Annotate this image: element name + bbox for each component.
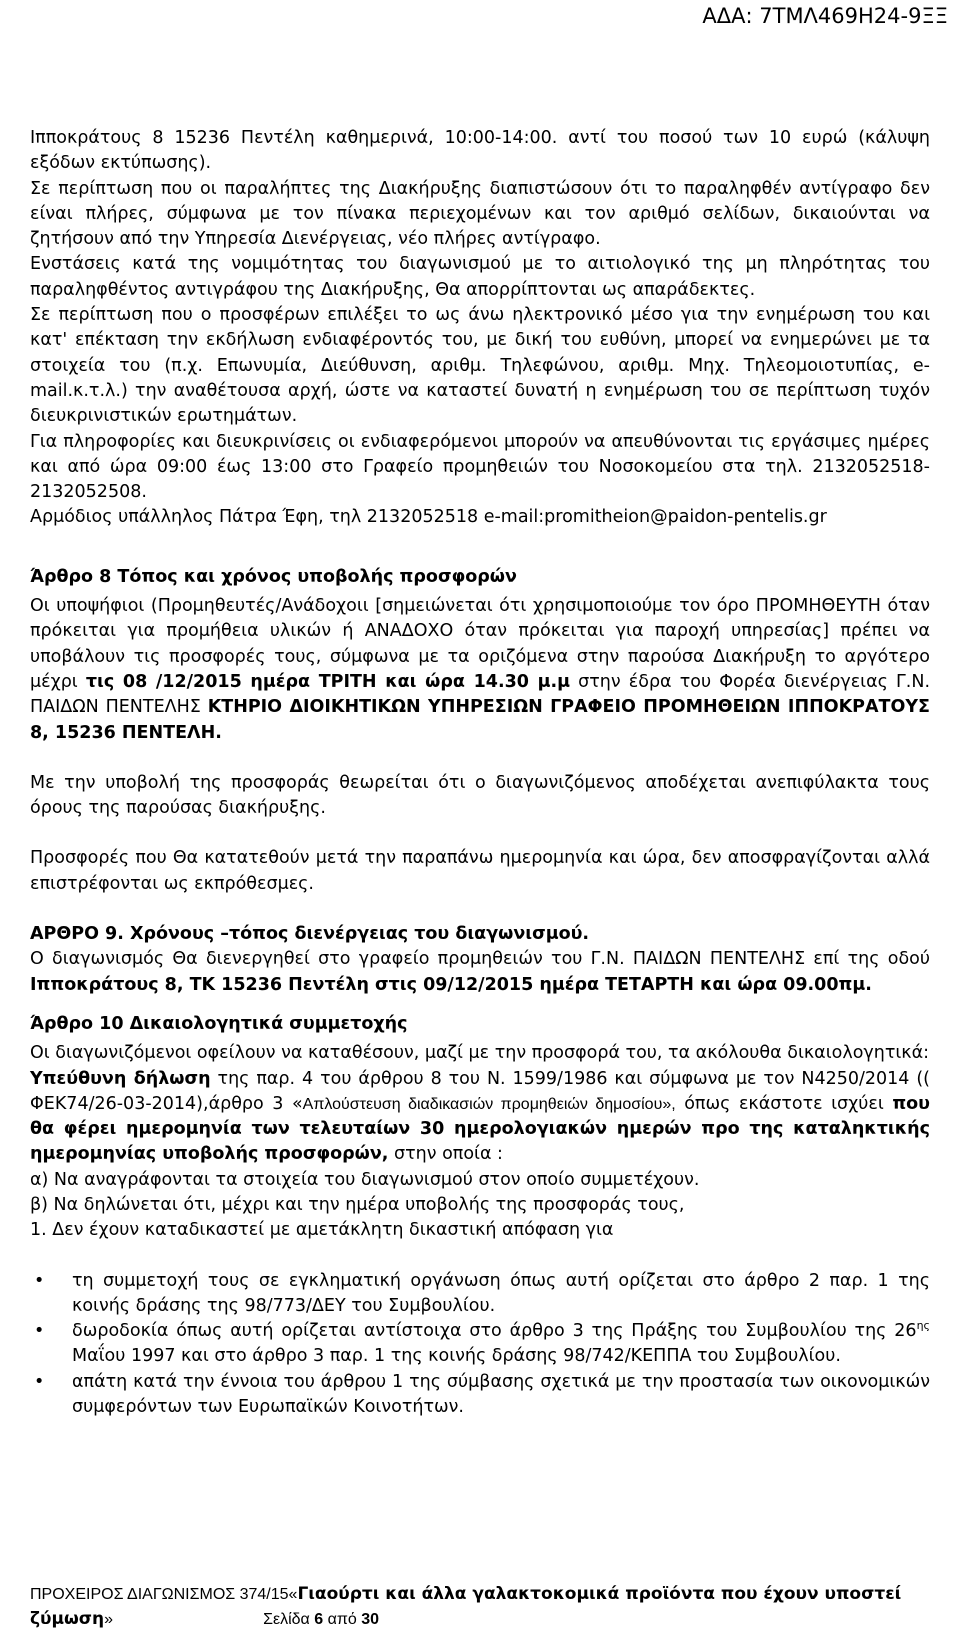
paragraph: Για πληροφορίες και διευκρινίσεις οι ενδιαφερόμενοι μπορούν να απευθύνονται τις εργάσιμες ημέρες και από ώρα 09:00 έως 13:00 στο Γραφείο προμηθειών του Νοσοκομείου στα τηλ. 2132052518-2132052508. <box>30 431 930 503</box>
paragraph: Ιπποκράτους 8 15236 Πεντέλη καθημερινά, 10:00-14:00. αντί του ποσού των 10 ευρώ (κάλυψη εξόδων εκτύπωσης). <box>30 128 930 174</box>
bullet-list <box>30 1269 930 1421</box>
paragraph: Με την υποβολή της προσφοράς θεωρείται ότι ο διαγωνιζόμενος αποδέχεται ανεπιφύλακτα τους όρους της παρούσας διακήρυξης. <box>30 772 930 819</box>
article-10-declaration: Υπεύθυνη δήλωση της παρ. 4 του άρθρου 8 του Ν. 1599/1986 και σύμφωνα με τον Ν4250/2014 (( ΦΕΚ74/26-03-2014),άρθρο 3 «Απλούστευση διαδικασιών προμηθειών δημοσίου», όπως εκάστοτε ισχύει που θα φέρει ημερομηνία των τελευταίων 30 ημερολογιακών ημερών προ της καταληκτικής ημερομηνίας υποβολής προσφορών, στην οποία : <box>30 1068 930 1165</box>
article-9-title: ΑΡΘΡΟ 9. Χρόνους –τόπος διενέργειας του διαγωνισμού. <box>30 924 590 945</box>
article-9-paragraph: Ο διαγωνισμός Θα διενεργηθεί στο γραφείο προμηθειών του Γ.Ν. ΠΑΙΔΩΝ ΠΕΝΤΕΛΗΣ επί της οδού Ιπποκράτους 8, ΤΚ 15236 Πεντέλη στις 09/12/2015 ημέρα ΤΕΤΑΡΤΗ και ώρα 09.00πμ. <box>30 949 930 995</box>
document-body <box>30 126 930 1420</box>
paragraph: Σε περίπτωση που οι παραλήπτες της Διακήρυξης διαπιστώσουν ότι το παραληφθέν αντίγραφο δεν είναι πλήρες, σύμφωνα με τον πίνακα περιεχομένων και τον αριθμό σελίδων, δικαιούνται να ζητήσουν από την Υπηρεσία Διενέργειας, νέο πλήρες αντίγραφο. <box>30 178 930 250</box>
page-footer: ΠΡΟΧΕΙΡΟΣ ΔΙΑΓΩΝΙΣΜΟΣ 374/15«Γιαούρτι και άλλα γαλακτοκομικά προϊόντα που έχουν υποστεί ζύμωση» Σελίδα 6 από 30 <box>30 1584 902 1629</box>
list-item: 1. Δεν έχουν καταδικαστεί με αμετάκλητη δικαστική απόφαση για <box>30 1220 614 1241</box>
page-number: Σελίδα 6 από 30 <box>263 1611 380 1628</box>
list-item: α) Να αναγράφονται τα στοιχεία του διαγωνισμού στον οποίο συμμετέχουν. <box>30 1169 700 1190</box>
article-8-title: Άρθρο 8 Τόπος και χρόνος υποβολής προσφορών <box>30 566 517 587</box>
paragraph: Σε περίπτωση που ο προσφέρων επιλέξει το ως άνω ηλεκτρονικό μέσο για την ενημέρωση του και κατ' επέκταση την εκδήλωση ενδιαφέροντός του, με δική του ευθύνη, μπορεί να ενημερώνει με τα στοιχεία του (π.χ. Επωνυμία, Διεύθυνση, αριθμ. Τηλεφώνου, αριθμ. Μηχ. Τηλεομοιοτυπίας, e-mail.κ.τ.λ.) την αναθέτουσα αρχή, ώστε να καταστεί δυνατή η ενημέρωση του σε περίπτωση τυχόν διευκρινιστικών ερωτημάτων. <box>30 305 930 427</box>
ada-code: ΑΔΑ: 7ΤΜΛ469Η24-9ΞΞ <box>702 4 948 28</box>
article-10-title: Άρθρο 10 Δικαιολογητικά συμμετοχής <box>30 1013 408 1034</box>
paragraph: Προσφορές που Θα κατατεθούν μετά την παραπάνω ημερομηνία και ώρα, δεν αποσφραγίζονται αλλά επιστρέφονται ως εκπρόθεσμες. <box>30 848 930 894</box>
bullet-item: • απάτη κατά την έννοια του άρθρου 1 της σύμβασης σχετικά με την προστασία των οικονομικών συμφερόντων των Ευρωπαϊκών Κοινοτήτων. <box>30 1370 930 1421</box>
article-8-paragraph: Οι υποψήφιοι (Προμηθευτές/Ανάδοχοιι [σημειώνεται ότι χρησιμοποιούμε τον όρο ΠΡΟΜΗΘΕΥΤΗ όταν πρόκειται για προμήθεια υλικών ή ΑΝΑΔΟΧΟ όταν πρόκειται για παροχή υπηρεσίας] πρέπει να υποβάλουν τις προσφορές τους, σύμφωνα με τα οριζόμενα στην παρούσα Διακήρυξη το αργότερο μέχρι τις 08 /12/2015 ημέρα ΤΡΙΤΗ και ώρα 14.30 μ.μ στην έδρα του Φορέα διενέργειας Γ.Ν. ΠΑΙΔΩΝ ΠΕΝΤΕΛΗΣ ΚΤΗΡΙΟ ΔΙΟΙΚΗΤΙΚΩΝ ΥΠΗΡΕΣΙΩΝ ΓΡΑΦΕΙΟ ΠΡΟΜΗΘΕΙΩΝ ΙΠΠΟΚΡΑΤΟΥΣ 8, 15236 ΠΕΝΤΕΛΗ. <box>30 596 931 743</box>
paragraph: Ενστάσεις κατά της νομιμότητας του διαγωνισμού με το αιτιολογικό της μη πληρότητας του παραληφθέντος αντιγράφου της Διακήρυξης, Θα απορρίπτονται ως απαράδεκτες. <box>30 254 930 300</box>
bullet-item: • τη συμμετοχή τους σε εγκληματική οργάνωση όπως αυτή ορίζεται στο άρθρο 2 παρ. 1 της κοινής δράσης της 98/773/ΔΕΥ του Συμβουλίου. <box>30 1269 930 1320</box>
contact-line: Αρμόδιος υπάλληλος Πάτρα Έφη, τηλ 2132052518 e-mail:promitheion@paidon-pentelis.gr <box>30 507 827 528</box>
bullet-item: • δωροδοκία όπως αυτή ορίζεται αντίστοιχα στο άρθρο 3 της Πράξης του Συμβουλίου της $26^{\eta\varsigma}$ Μαΐου 1997 και στο άρθρο 3 παρ. 1 της κοινής δράσης 98/742/ΚΕΠΠΑ του Συμβουλίου. <box>30 1319 930 1370</box>
list-item: β) Να δηλώνεται ότι, μέχρι και την ημέρα υποβολής της προσφοράς τους, <box>30 1194 685 1215</box>
paragraph: Οι διαγωνιζόμενοι οφείλουν να καταθέσουν, μαζί με την προσφορά του, τα ακόλουθα δικαιολογητικά: <box>30 1043 930 1064</box>
